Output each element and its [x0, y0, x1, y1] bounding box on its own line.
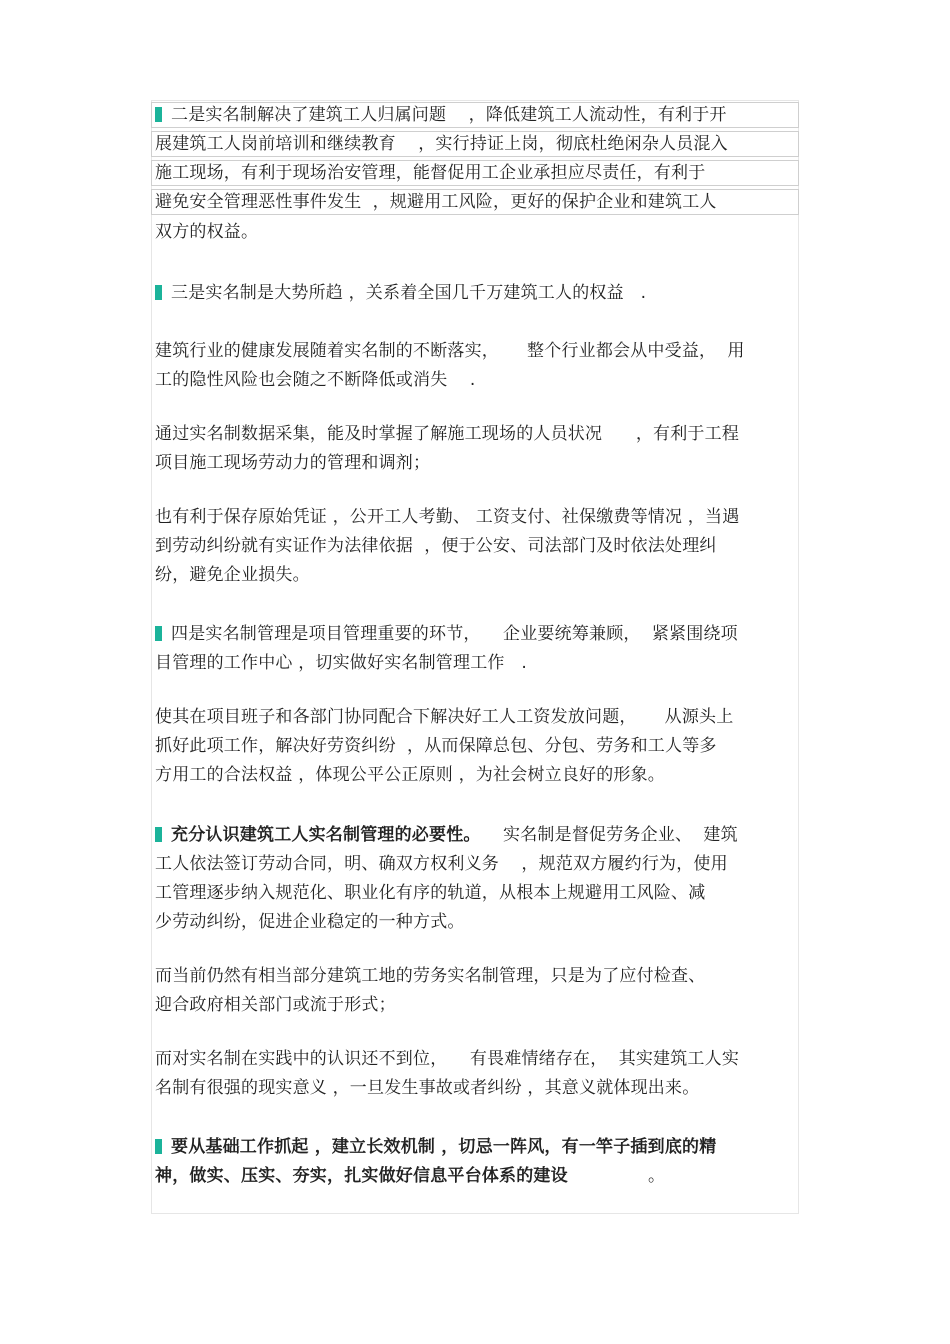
- paragraph-10-line-2: 名制有很强的现实意义 ，一旦发生事故或者纠纷 ，其意义就体现出来。: [155, 1078, 700, 1098]
- paragraph-11-line-2: 神，做实、压实、夯实，扎实做好信息平台体系的建设: [155, 1166, 568, 1186]
- paragraph-7-line-1: 使其在项目班子和各部门协同配合下解决好工人工资发放问题， 从源头上: [155, 707, 734, 727]
- paragraph-11-end-mark: 。: [648, 1166, 666, 1186]
- paragraph-6-line-1: 四是实名制管理是项目管理重要的环节， 企业要统筹兼顾， 紧紧围绕项: [155, 620, 738, 649]
- paragraph-marker-icon: [155, 1139, 162, 1154]
- paragraph-8-line-4: 少劳动纠纷，促进企业稳定的一种方式。: [155, 912, 465, 932]
- paragraph-9-line-1: 而当前仍然有相当部分建筑工地的劳务实名制管理，只是为了应付检查、: [155, 966, 706, 986]
- paragraph-marker-icon: [155, 626, 162, 641]
- paragraph-2-line-1: 三是实名制是大势所趋 ，关系着全国几千万建筑工人的权益 .: [155, 279, 646, 308]
- bold-lead: 充分认识建筑工人实名制管理的必要性。: [171, 825, 481, 845]
- paragraph-7-line-2: 抓好此项工作，解决好劳资纠纷 ，从而保障总包、分包、劳务和工人等多: [155, 736, 717, 756]
- paragraph-5-line-3: 纷，避免企业损失。: [155, 565, 310, 585]
- paragraph-6-line-2: 目管理的工作中心 ，切实做好实名制管理工作 .: [155, 653, 528, 673]
- paragraph-3-line-1: 建筑行业的健康发展随着实名制的不断落实， 整个行业都会从中受益， 用: [155, 341, 745, 361]
- paragraph-8-line-3: 工管理逐步纳入规范化、职业化有序的轨道，从根本上规避用工风险、减: [155, 883, 706, 903]
- paragraph-1-line-5: 双方的权益。: [155, 222, 259, 242]
- paragraph-1-line-2: 展建筑工人岗前培训和继续教育 ，实行持证上岗，彻底杜绝闲杂人员混入: [155, 134, 728, 154]
- paragraph-4-line-1: 通过实名制数据采集，能及时掌握了解施工现场的人员状况 ，有利于工程: [155, 424, 740, 444]
- paragraph-4-line-2: 项目施工现场劳动力的管理和调剂；: [155, 453, 431, 473]
- paragraph-5-line-2: 到劳动纠纷就有实证作为法律依据 ，便于公安、司法部门及时依法处理纠: [155, 536, 717, 556]
- paragraph-1-line-1: 二是实名制解决了建筑工人归属问题 ，降低建筑工人流动性，有利于开: [155, 101, 727, 130]
- paragraph-marker-icon: [155, 107, 162, 122]
- paragraph-marker-icon: [155, 285, 162, 300]
- paragraph-9-line-2: 迎合政府相关部门或流于形式；: [155, 995, 396, 1015]
- paragraph-1-line-4: 避免安全管理恶性事件发生 ，规避用工风险，更好的保护企业和建筑工人: [155, 192, 717, 212]
- paragraph-3-line-2: 工的隐性风险也会随之不断降低或消失 .: [155, 370, 476, 390]
- paragraph-10-line-1: 而对实名制在实践中的认识还不到位， 有畏难情绪存在， 其实建筑工人实: [155, 1049, 740, 1069]
- paragraph-5-line-1: 也有利于保存原始凭证 ，公开工人考勤、 工资支付、社保缴费等情况 ，当遇: [155, 507, 740, 527]
- paragraph-11-line-1: 要从基础工作抓起 ，建立长效机制 ，切忌一阵风，有一竿子插到底的精: [155, 1133, 716, 1162]
- paragraph-1-line-3: 施工现场，有利于现场治安管理，能督促用工企业承担应尽责任，有利于: [155, 163, 706, 183]
- paragraph-8-line-2: 工人依法签订劳动合同，明、确双方权利义务 ，规范双方履约行为，使用: [155, 854, 728, 874]
- paragraph-8-line-1: 充分认识建筑工人实名制管理的必要性。 实名制是督促劳务企业、 建筑: [155, 821, 738, 850]
- paragraph-7-line-3: 方用工的合法权益 ，体现公平公正原则 ，为社会树立良好的形象。: [155, 765, 666, 785]
- paragraph-marker-icon: [155, 827, 162, 842]
